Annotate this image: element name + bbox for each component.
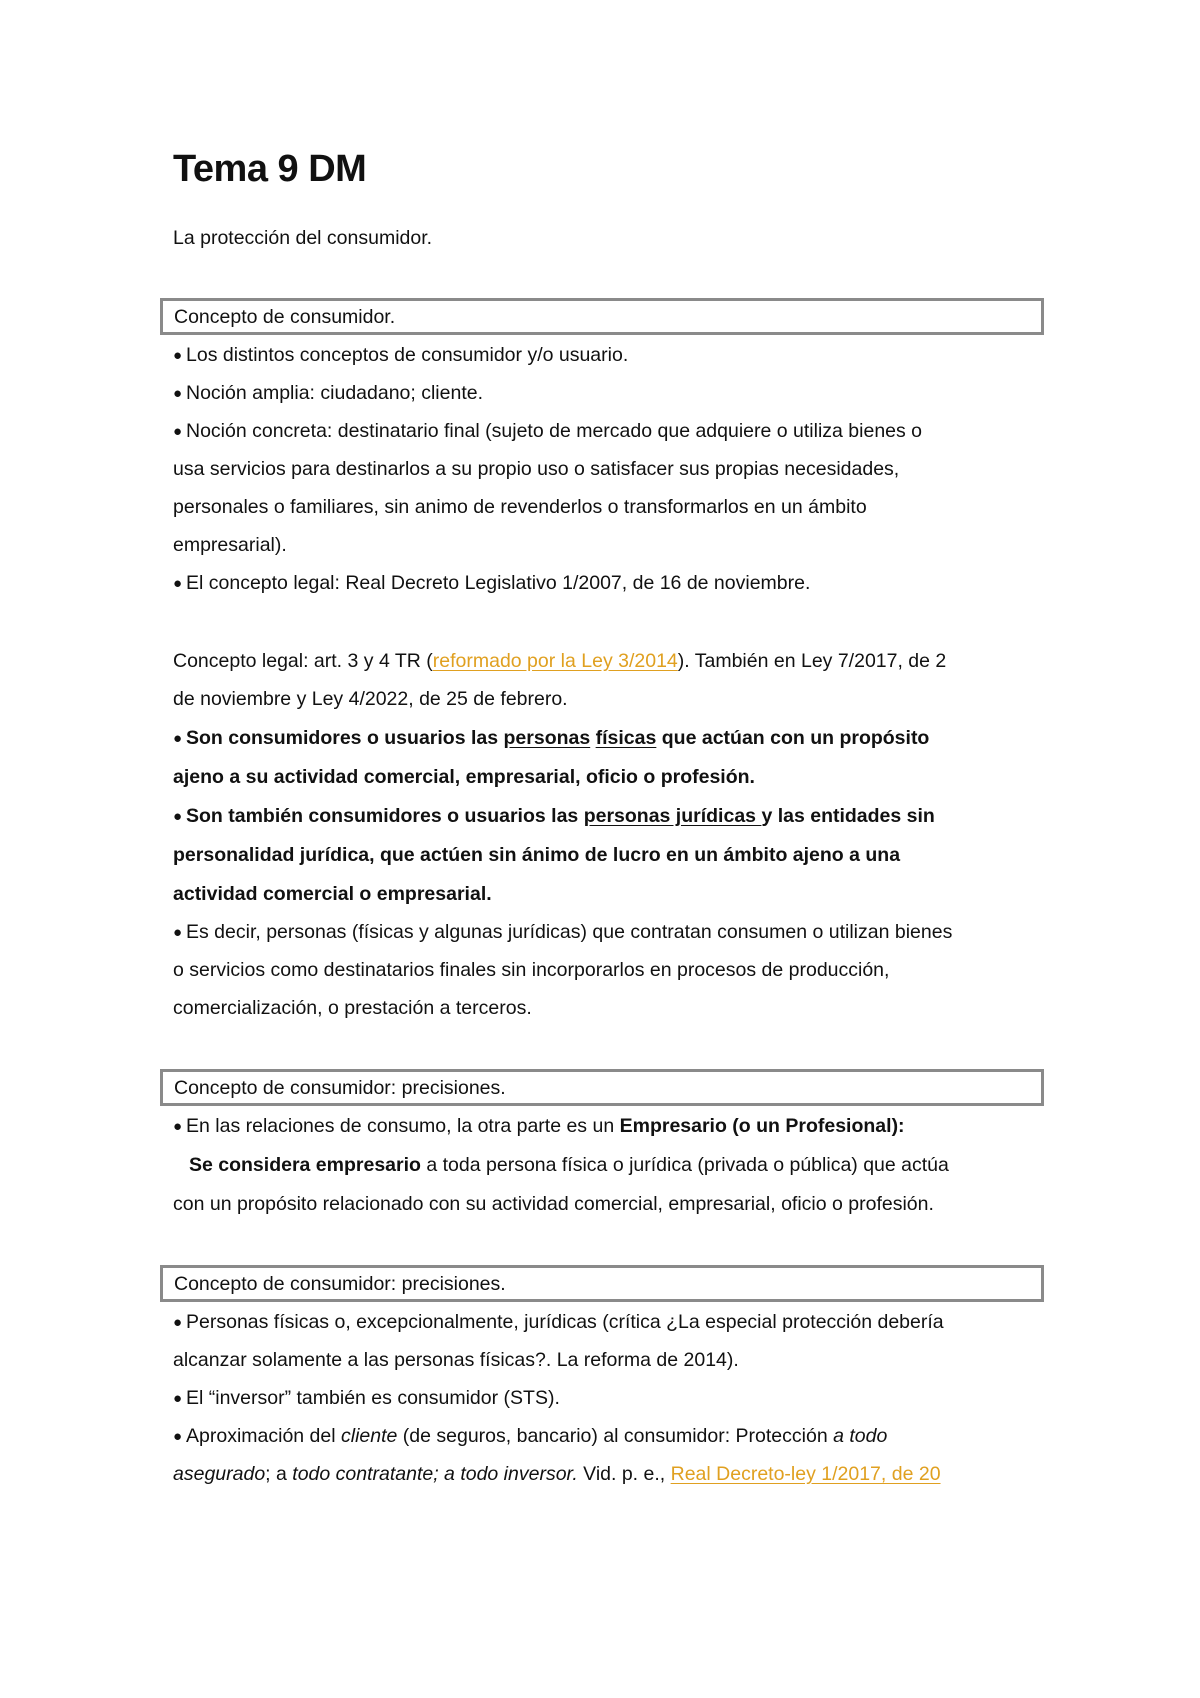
bullet-icon: ●: [173, 347, 183, 364]
bullet-item: ● El “inversor” también es consumidor (STS).: [173, 1385, 560, 1412]
text-line: actividad comercial o empresarial.: [173, 883, 492, 905]
bullet-icon: ●: [173, 423, 183, 440]
document-title: Tema 9 DM: [173, 148, 367, 190]
section-heading: Concepto de consumidor.: [174, 306, 396, 328]
bullet-item: ● Noción concreta: destinatario final (sujeto de mercado que adquiere o utiliza bienes o: [173, 418, 922, 445]
law-link[interactable]: Real Decreto-ley 1/2017, de 20: [670, 1463, 941, 1485]
text-line: Concepto legal: art. 3 y 4 TR (reformado por la Ley 3/2014). También en Ley 7/2017, de 2: [173, 650, 947, 672]
section-heading-box: [160, 1069, 1044, 1106]
text-line: personalidad jurídica, que actúen sin ánimo de lucro en un ámbito ajeno a una: [173, 844, 901, 866]
text-line: personales o familiares, sin animo de revenderlos o transformarlos en un ámbito: [173, 496, 867, 518]
bullet-item: ● Noción amplia: ciudadano; cliente.: [173, 380, 483, 407]
bullet-icon: ●: [173, 385, 183, 402]
bullet-item: ● Aproximación del cliente (de seguros, bancario) al consumidor: Protección a todo: [173, 1423, 887, 1450]
section-heading: Concepto de consumidor: precisiones.: [174, 1273, 506, 1295]
text-line: con un propósito relacionado con su actividad comercial, empresarial, oficio o profesión.: [173, 1193, 934, 1215]
text-line: asegurado; a todo contratante; a todo inversor. Vid. p. e., Real Decreto-ley 1/2017, de 20: [173, 1463, 941, 1485]
text-line: empresarial).: [173, 534, 287, 556]
bullet-icon: ●: [173, 575, 183, 592]
text-line: de noviembre y Ley 4/2022, de 25 de febrero.: [173, 688, 568, 710]
section-heading-box: [160, 298, 1044, 335]
bullet-item: ● Son consumidores o usuarios las personas físicas que actúan con un propósito: [173, 725, 929, 752]
bullet-item: ● Los distintos conceptos de consumidor y/o usuario.: [173, 342, 628, 369]
bullet-icon: ●: [173, 1390, 183, 1407]
text-line: ajeno a su actividad comercial, empresarial, oficio o profesión.: [173, 766, 755, 788]
bullet-icon: ●: [173, 1314, 183, 1331]
bullet-icon: ●: [173, 1118, 183, 1135]
bullet-icon: ●: [173, 924, 183, 941]
bullet-item: ● Es decir, personas (físicas y algunas jurídicas) que contratan consumen o utilizan bienes: [173, 919, 952, 946]
bullet-item: ● Son también consumidores o usuarios las personas jurídicas y las entidades sin: [173, 803, 935, 830]
bullet-item: ● El concepto legal: Real Decreto Legislativo 1/2007, de 16 de noviembre.: [173, 570, 810, 597]
section-heading: Concepto de consumidor: precisiones.: [174, 1077, 506, 1099]
bullet-item: ● En las relaciones de consumo, la otra parte es un Empresario (o un Profesional):: [173, 1113, 905, 1140]
document-subtitle: La protección del consumidor.: [173, 227, 433, 249]
text-line: usa servicios para destinarlos a su propio uso o satisfacer sus propias necesidades,: [173, 458, 900, 480]
text-line: alcanzar solamente a las personas físicas?. La reforma de 2014).: [173, 1349, 739, 1371]
section-heading-box: [160, 1265, 1044, 1302]
text-line: Se considera empresario a toda persona física o jurídica (privada o pública) que actúa: [189, 1154, 949, 1176]
text-line: comercialización, o prestación a terceros.: [173, 997, 532, 1019]
bullet-icon: ●: [173, 1428, 183, 1445]
text-line: o servicios como destinatarios finales sin incorporarlos en procesos de producción,: [173, 959, 890, 981]
bullet-icon: ●: [173, 808, 183, 825]
law-link[interactable]: reformado por la Ley 3/2014: [432, 650, 678, 672]
bullet-item: ● Personas físicas o, excepcionalmente, jurídicas (crítica ¿La especial protección debería: [173, 1309, 944, 1336]
bullet-icon: ●: [173, 730, 183, 747]
